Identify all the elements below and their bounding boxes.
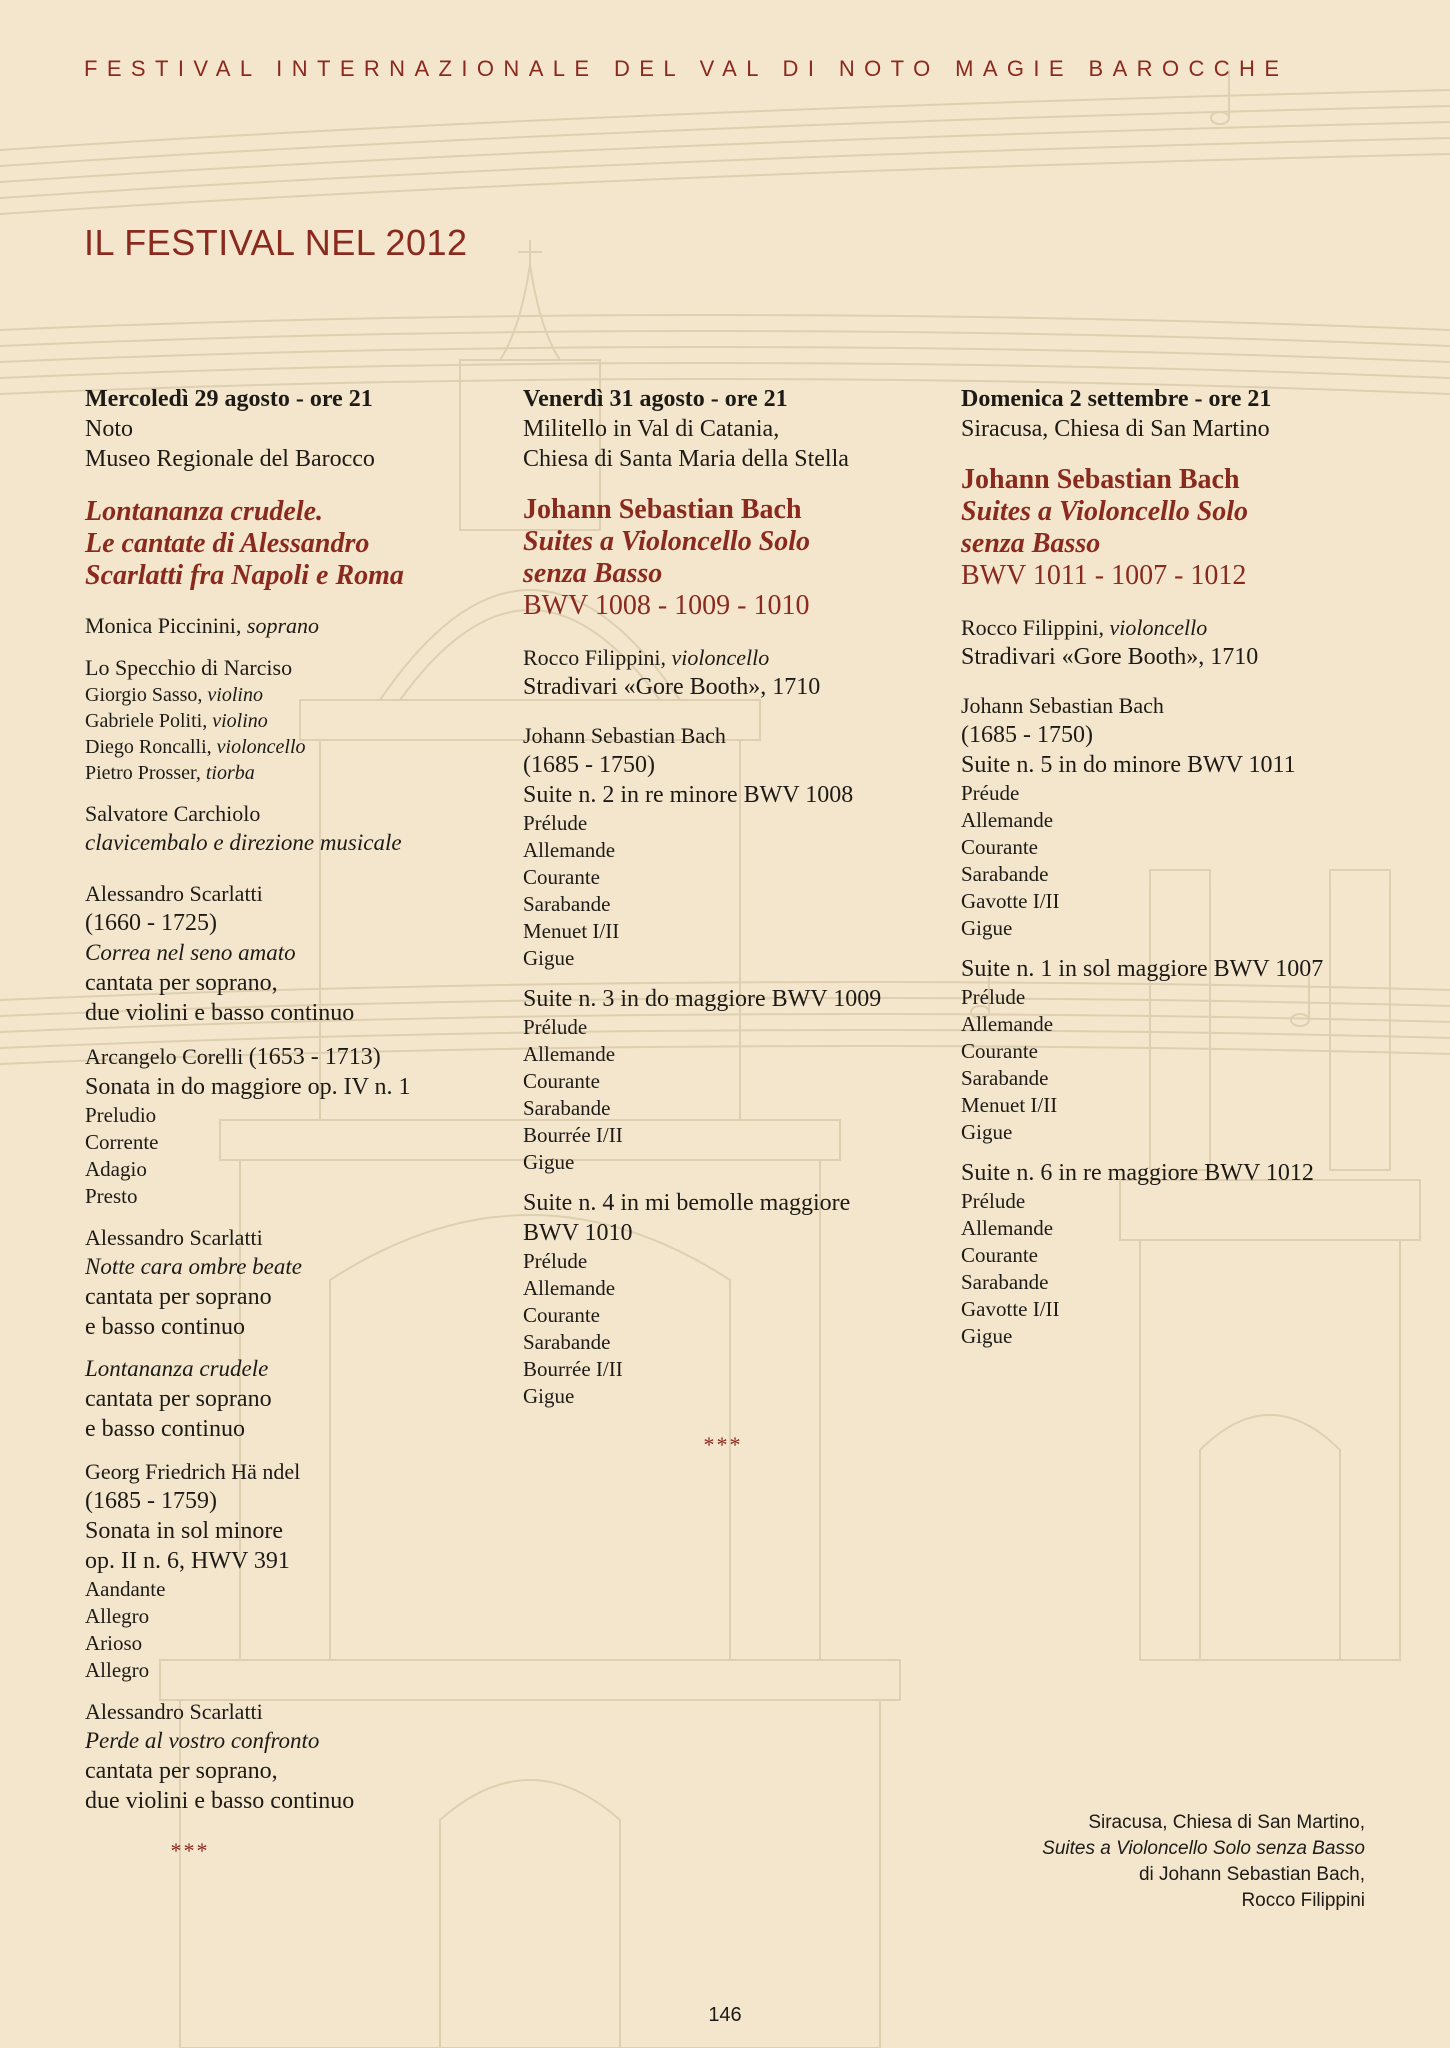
movement: Gavotte I/II [961,889,1060,913]
composer-years: (1653 - 1713) [248,1044,381,1070]
photo-caption [1042,1810,1365,1914]
caption-line: Suites a Violoncello Solo senza Basso [1042,1838,1365,1859]
caption-line: Rocco Filippini [1241,1890,1365,1911]
movement: Courante [961,1039,1038,1063]
movement: Courante [961,1243,1038,1267]
composer-years: (1685 - 1750) [523,752,655,778]
movement: Sarabande [523,1096,611,1120]
ensemble-member: Diego Roncalli, violoncello [85,736,306,758]
work-desc: cantata per soprano [85,1386,272,1412]
performer-name: Rocco Filippini [961,615,1099,640]
instrument: Stradivari «Gore Booth», 1710 [523,674,821,700]
suite-title: Suite n. 1 in sol maggiore BWV 1007 [961,956,1324,982]
movement: Bourrée I/II [523,1357,623,1381]
program-composer: Johann Sebastian Bach [523,494,802,525]
movement: Allemande [961,1216,1054,1240]
concert-column-3 [961,385,1381,1350]
movement: Courante [523,865,600,889]
director-name: Salvatore Carchiolo [85,801,261,826]
movement: Sarabande [961,862,1049,886]
movement: Gigue [961,1324,1013,1348]
director-role: clavicembalo e direzione musicale [85,830,402,855]
movement: Adagio [85,1157,147,1181]
movement: Courante [523,1303,600,1327]
program-title-line: Suites a Violoncello Solo [523,526,811,557]
soloist: Monica Piccinini, soprano [85,613,320,638]
concert-venue: Museo Regionale del Barocco [85,446,375,472]
composer-line [85,1042,505,1072]
page-number: 146 [708,2004,742,2026]
ensemble-name: Lo Specchio di Narciso [85,655,293,680]
member-role: tiorba [205,762,255,784]
member-role: violoncello [216,736,306,758]
composer-years: (1660 - 1725) [85,910,217,936]
program-bwv: BWV 1008 - 1009 - 1010 [523,590,810,621]
movement: Prélude [523,1249,588,1273]
movement: Sarabande [523,1330,611,1354]
work-desc: cantata per soprano, [85,970,278,996]
composer-name: Alessandro Scarlatti [85,1225,263,1250]
composer-name: Arcangelo Corelli [85,1044,244,1069]
performer-role: violoncello [1109,615,1208,640]
program-title-line: Scarlatti fra Napoli e Roma [85,560,404,591]
caption-line: Siracusa, Chiesa di San Martino, [1088,1812,1365,1833]
ensemble-member: Pietro Prosser, tiorba [85,762,255,784]
work-title: Sonata in sol minore [85,1518,283,1544]
composer-years: (1685 - 1759) [85,1488,217,1514]
movement: Courante [961,835,1038,859]
suite-title: Suite n. 2 in re minore BWV 1008 [523,782,854,808]
movement: Prélude [523,1015,588,1039]
work-title: Perde al vostro confronto [85,1728,320,1753]
work-title: Correa nel seno amato [85,940,296,965]
program-title-line: Le cantate di Alessandro [85,528,370,559]
concert-venue: Siracusa, Chiesa di San Martino [961,416,1270,442]
performer-name: Monica Piccinini [85,613,236,638]
performer-role: violoncello [671,645,770,670]
movement: Sarabande [961,1270,1049,1294]
member-name: Gabriele Politi [85,710,203,732]
section-stars: *** [703,1432,743,1457]
composer-name: Johann Sebastian Bach [961,693,1164,718]
program-title [523,526,943,590]
ensemble-member: Gabriele Politi, violino [85,710,268,732]
member-name: Diego Roncalli [85,736,207,758]
composer-name: Johann Sebastian Bach [523,723,726,748]
movement: Gigue [961,1120,1013,1144]
member-role: violino [212,710,268,732]
movement: Allemande [523,838,616,862]
program-title [961,496,1381,560]
section-stars: *** [170,1838,210,1863]
running-header: FESTIVAL INTERNAZIONALE DEL VAL DI NOTO MAGIE BAROCCHE [84,56,1289,81]
movement: Préude [961,781,1020,805]
movement: Prélude [961,985,1026,1009]
performer: Rocco Filippini, violoncello [523,645,770,670]
work-desc: cantata per soprano, [85,1758,278,1784]
movement: Arioso [85,1631,143,1655]
concert-city: Noto [85,416,133,442]
work-title: Notte cara ombre beate [85,1254,302,1279]
member-name: Pietro Prosser [85,762,196,784]
work-desc: e basso continuo [85,1314,245,1340]
program-title-line: Lontananza crudele. [85,496,324,527]
concert-column-2 [523,385,943,1458]
work-title: Sonata in do maggiore op. IV n. 1 [85,1074,411,1100]
work-title: Lontananza crudele [85,1356,269,1381]
member-name: Giorgio Sasso [85,684,198,706]
program-title-line: Suites a Violoncello Solo [961,496,1249,527]
movement: Gigue [523,1384,575,1408]
movement: Allemande [523,1042,616,1066]
movement: Courante [523,1069,600,1093]
movement: Aandante [85,1577,166,1601]
performer-name: Rocco Filippini [523,645,661,670]
movement: Allemande [523,1276,616,1300]
program-composer: Johann Sebastian Bach [961,464,1240,495]
suite-title: Suite n. 5 in do minore BWV 1011 [961,752,1296,778]
concert-date: Mercoledì 29 agosto - ore 21 [85,386,373,412]
movement: Gavotte I/II [961,1297,1060,1321]
movement: Preludio [85,1103,157,1127]
suite-title: Suite n. 6 in re maggiore BWV 1012 [961,1160,1314,1186]
movement: Allemande [961,808,1054,832]
movement: Bourrée I/II [523,1123,623,1147]
suite-title: Suite n. 4 in mi bemolle maggiore [523,1190,851,1216]
program-title-line: senza Basso [961,528,1101,559]
movement: Allemande [961,1012,1054,1036]
concert-date: Venerdì 31 agosto - ore 21 [523,386,788,412]
movement: Menuet I/II [523,919,620,943]
movement: Prélude [961,1189,1026,1213]
movement: Gigue [523,1150,575,1174]
ensemble-member: Giorgio Sasso, violino [85,684,263,706]
program-bwv: BWV 1011 - 1007 - 1012 [961,560,1247,591]
caption-line: di Johann Sebastian Bach, [1138,1864,1365,1885]
composer-name: Alessandro Scarlatti [85,881,263,906]
concert-city: Militello in Val di Catania, [523,416,780,442]
program-title-line: senza Basso [523,558,663,589]
movement: Menuet I/II [961,1093,1058,1117]
instrument: Stradivari «Gore Booth», 1710 [961,644,1259,670]
performer-role: soprano [246,613,320,638]
movement: Sarabande [523,892,611,916]
concert-venue: Chiesa di Santa Maria della Stella [523,446,849,472]
composer-name: Georg Friedrich Hä ndel [85,1459,301,1484]
work-desc: cantata per soprano [85,1284,272,1310]
concert-date: Domenica 2 settembre - ore 21 [961,386,1272,412]
movement: Gigue [961,916,1013,940]
work-title: op. II n. 6, HWV 391 [85,1548,290,1574]
suite-title: Suite n. 3 in do maggiore BWV 1009 [523,986,882,1012]
movement: Corrente [85,1130,159,1154]
movement: Prélude [523,811,588,835]
member-role: violino [207,684,263,706]
movement: Allegro [85,1658,150,1682]
movement: Allegro [85,1604,150,1628]
composer-years: (1685 - 1750) [961,722,1093,748]
concert-column-1 [85,385,505,1864]
composer-name: Alessandro Scarlatti [85,1699,263,1724]
suite-title: BWV 1010 [523,1220,633,1246]
work-desc: due violini e basso continuo [85,1000,355,1026]
work-desc: due violini e basso continuo [85,1788,355,1814]
program-title [85,496,505,592]
movement: Presto [85,1184,138,1208]
work-desc: e basso continuo [85,1416,245,1442]
page-title: IL FESTIVAL NEL 2012 [84,222,468,263]
movement: Gigue [523,946,575,970]
performer: Rocco Filippini, violoncello [961,615,1208,640]
movement: Sarabande [961,1066,1049,1090]
